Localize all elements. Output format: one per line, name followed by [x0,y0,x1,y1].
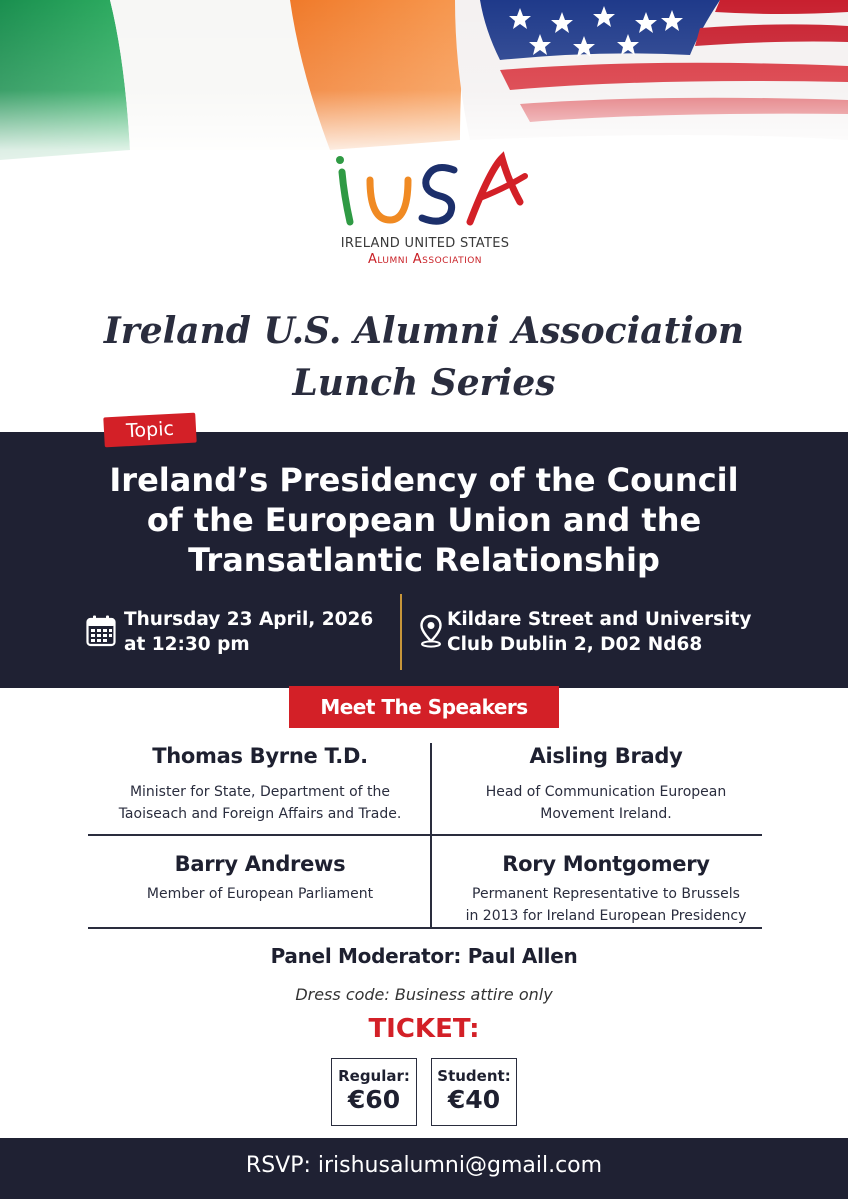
ticket-label: Regular: [338,1067,410,1085]
speakers-grid-bottom [88,927,762,929]
ticket-student [431,1058,517,1126]
speaker-name: Barry Andrews [174,852,346,876]
speaker-name: Thomas Byrne T.D. [152,744,368,768]
iusa-logo-mark [320,140,540,236]
speaker-role-line: in 2013 for Ireland European Presidency [465,908,747,924]
speaker-role [432,781,780,825]
ticket-regular [331,1058,417,1126]
topic-title-line: Transatlantic Relationship [188,541,660,579]
calendar-icon [86,615,116,647]
speaker-role-line: Minister for State, Department of the [129,784,391,800]
iusa-logo [320,140,540,270]
panel-moderator: Panel Moderator: Paul Allen [270,944,578,968]
speaker-role-line: Permanent Representative to Brussels [472,886,740,902]
topic-tag: Topic [103,413,196,448]
speaker-role-line: Head of Communication European [485,784,727,800]
logo-subtitle-line2: Alumni Association [367,252,483,267]
rsvp-bar [0,1138,848,1199]
speaker-role [432,883,780,927]
event-venue-line1: Kildare Street and University [447,609,752,630]
event-venue-line2: Club Dublin 2, D02 Nd68 [447,634,703,655]
event-date-line2: at 12:30 pm [124,634,250,655]
speaker-name: Aisling Brady [529,744,683,768]
speaker-card [432,743,780,825]
info-divider [400,594,402,670]
event-venue [447,607,751,657]
speaker-card [432,851,780,927]
speaker-role [90,781,430,825]
ticket-price: €60 [347,1085,401,1114]
speakers-heading: Meet The Speakers [289,686,559,728]
speaker-name: Rory Montgomery [502,852,710,876]
speakers-grid-horizontal [88,834,762,836]
speaker-role-line: Member of European Parliament [146,886,374,902]
series-title [0,305,848,409]
series-title-line1: Ireland U.S. Alumni Association [103,310,745,352]
location-pin-icon [419,614,443,648]
dress-code: Dress code: Business attire only [295,985,553,1004]
event-date-line1: Thursday 23 April, 2026 [124,609,374,630]
event-date [124,607,373,657]
ticket-price: €40 [447,1085,501,1114]
speaker-card [90,743,430,825]
series-title-line2: Lunch Series [292,362,556,404]
ticket-heading: TICKET: [368,1014,480,1044]
rsvp-text: RSVP: irishusalumni@gmail.com [245,1153,603,1178]
logo-subtitle-line1: IRELAND UNITED STATES [340,236,510,251]
topic-title [40,460,808,580]
speaker-card [90,851,430,905]
ticket-label: Student: [437,1067,511,1085]
speaker-role-line: Movement Ireland. [540,806,672,822]
speaker-role [90,883,430,905]
speaker-role-line: Taoiseach and Foreign Affairs and Trade. [118,806,402,822]
topic-title-line: of the European Union and the [146,501,702,539]
topic-title-line: Ireland’s Presidency of the Council [109,461,739,499]
